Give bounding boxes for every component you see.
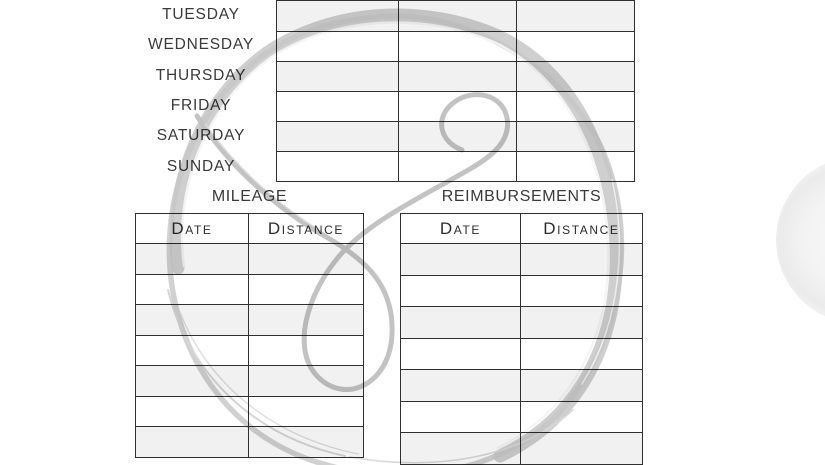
week-log-row: [277, 91, 634, 121]
column-header: Date: [171, 218, 213, 238]
log-blank-row: [401, 369, 642, 401]
log-blank-row: [401, 401, 642, 433]
week-log-cell: [277, 1, 398, 31]
log-cell: [136, 275, 248, 305]
week-log-cell: [516, 32, 634, 61]
soft-circle-decoration: [776, 156, 825, 324]
week-log-cell: [516, 152, 634, 181]
week-log-cell: [277, 152, 398, 181]
log-cell: [248, 244, 363, 274]
week-log-cell: [516, 62, 634, 91]
log-blank-row: [401, 275, 642, 307]
log-cell: [520, 433, 642, 464]
mileage-section-title: MILEAGE: [211, 188, 288, 205]
log-header-row: [401, 214, 642, 243]
log-cell: [401, 433, 520, 464]
log-cell: [136, 305, 248, 335]
log-cell: [401, 339, 520, 370]
log-header-row: [136, 214, 363, 243]
weekday-label: WEDNESDAY: [148, 36, 254, 54]
log-cell: [401, 370, 520, 401]
log-cell: [520, 370, 642, 401]
weekday-label: FRIDAY: [170, 97, 232, 115]
log-cell: [401, 307, 520, 338]
log-blank-row: [136, 243, 363, 274]
log-blank-row: [401, 338, 642, 370]
week-log-cell: [398, 122, 516, 151]
log-cell: [136, 366, 248, 396]
log-cell: [136, 244, 248, 274]
mileage-table: [135, 213, 364, 458]
week-log-cell: [277, 32, 398, 61]
week-log-cell: [516, 92, 634, 121]
log-blank-row: [136, 365, 363, 396]
log-blank-row: [136, 335, 363, 366]
week-log-cell: [398, 62, 516, 91]
log-cell: [401, 276, 520, 307]
column-header: Distance: [248, 214, 363, 243]
weekday-label: SUNDAY: [166, 157, 236, 175]
log-cell: [136, 397, 248, 427]
week-log-row: [277, 151, 634, 181]
column-header: Distance: [520, 214, 642, 243]
column-header: Date: [439, 218, 481, 238]
log-blank-row: [401, 432, 642, 464]
log-blank-row: [401, 243, 642, 275]
week-log-cell: [277, 62, 398, 91]
week-log-cell: [516, 122, 634, 151]
weekday-label: THURSDAY: [155, 66, 247, 84]
log-cell: [520, 244, 642, 275]
log-cell: [248, 336, 363, 366]
week-log-table: [276, 0, 635, 182]
reimbursements-table: [400, 213, 643, 465]
log-blank-row: [401, 306, 642, 338]
log-cell: [248, 427, 363, 457]
log-cell: [401, 244, 520, 275]
week-log-row: [277, 61, 634, 91]
week-log-cell: [398, 92, 516, 121]
weekday-label: TUESDAY: [162, 6, 240, 24]
log-cell: [401, 402, 520, 433]
week-log-cell: [277, 122, 398, 151]
log-cell: [248, 305, 363, 335]
weekday-label: SATURDAY: [156, 127, 246, 145]
week-log-cell: [516, 1, 634, 31]
reimbursements-section-title: REIMBURSEMENTS: [441, 188, 602, 205]
week-log-row: [277, 121, 634, 151]
log-cell: [136, 336, 248, 366]
log-cell: [248, 397, 363, 427]
log-blank-row: [136, 304, 363, 335]
log-cell: [520, 339, 642, 370]
log-cell: [520, 276, 642, 307]
week-log-cell: [277, 92, 398, 121]
week-log-row: [277, 1, 634, 31]
log-cell: [520, 307, 642, 338]
weekday-labels: [126, 0, 276, 182]
log-blank-row: [136, 274, 363, 305]
week-log-cell: [398, 32, 516, 61]
log-cell: [136, 427, 248, 457]
log-blank-row: [136, 426, 363, 457]
log-cell: [520, 402, 642, 433]
log-cell: [248, 366, 363, 396]
week-log-row: [277, 31, 634, 61]
log-blank-row: [136, 396, 363, 427]
log-cell: [248, 275, 363, 305]
week-log-cell: [398, 1, 516, 31]
week-log-cell: [398, 152, 516, 181]
